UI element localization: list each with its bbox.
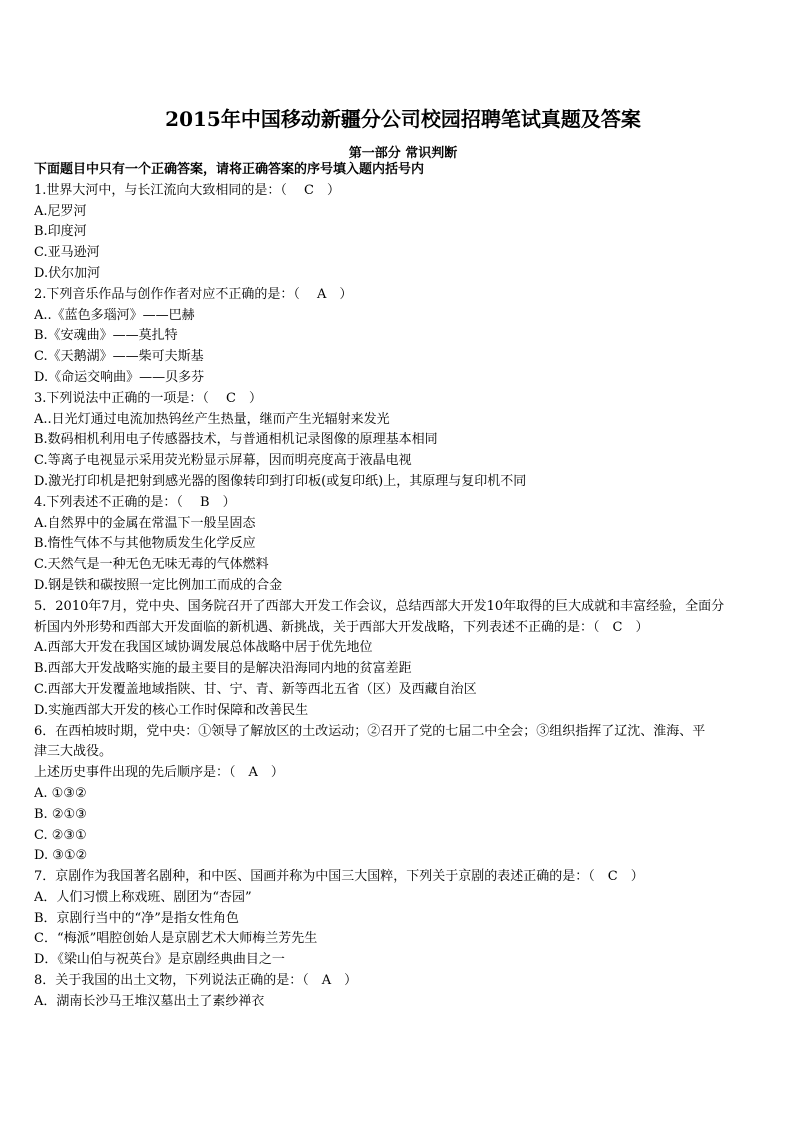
option-line: A．人们习惯上称戏班、剧团为“杏园” (34, 889, 252, 905)
question-5-cont: 析国内外形势和西部大开发面临的新机遇、新挑战，关于西部大开发战略，下列表述不正确的是：（ C ） (34, 619, 649, 635)
option-line: A. ①③② (34, 785, 87, 801)
instruction-line: 下面题目中只有一个正确答案，请将正确答案的序号填入题内括号内 (34, 162, 425, 177)
option-line: C．“梅派”唱腔创始人是京剧艺术大师梅兰芳先生 (34, 931, 318, 947)
question-6-prompt: 上述历史事件出现的先后顺序是：（ A ） (34, 765, 284, 781)
option-line: A.西部大开发在我国区域协调发展总体战略中居于优先地位 (34, 640, 373, 656)
option-line: A..《蓝色多瑙河》——巴赫 (34, 307, 195, 323)
question-list (34, 160, 764, 1013)
option-line: B.西部大开发战略实施的最主要目的是解决沿海同内地的贫富差距 (34, 661, 412, 677)
option-line: C.天然气是一种无色无味无毒的气体燃料 (34, 557, 269, 573)
question-3: 3.下列说法中正确的一项是：（ C ） (34, 390, 262, 406)
option-line: B.印度河 (34, 224, 87, 240)
option-line: C.等离子电视显示采用荧光粉显示屏幕，因而明亮度高于液晶电视 (34, 453, 412, 469)
option-line: D. ③①② (34, 848, 88, 864)
option-line: D.《命运交响曲》——贝多芬 (34, 369, 205, 385)
question-6: 6．在西柏坡时期，党中央：①领导了解放区的土改运动；②召开了党的七届二中全会；③组织指挥了辽沈、淮海、平 (34, 723, 706, 739)
document-title: 2015年中国移动新疆分公司校园招聘笔试真题及答案 (165, 107, 641, 131)
option-line: A..日光灯通过电流加热钨丝产生热量，继而产生光辐射来发光 (34, 411, 390, 427)
option-line: C.《天鹅湖》——柴可夫斯基 (34, 349, 204, 365)
option-line: D.实施西部大开发的核心工作时保障和改善民生 (34, 702, 309, 718)
option-line: B. ②①③ (34, 806, 87, 822)
option-line: A.尼罗河 (34, 203, 87, 219)
option-line: D.伏尔加河 (34, 265, 101, 281)
option-line: B.《安魂曲》——莫扎特 (34, 328, 178, 344)
question-6-cont: 津三大战役。 (34, 744, 113, 760)
section-title: 第一部分 常识判断 (348, 146, 458, 161)
option-line: D．《梁山伯与祝英台》是京剧经典曲目之一 (34, 952, 285, 968)
option-line: D.激光打印机是把射到感光器的图像转印到打印板(或复印纸)上，其原理与复印机不同 (34, 473, 527, 489)
option-line: C.亚马逊河 (34, 245, 100, 261)
question-4: 4.下列表述不正确的是：（ B ） (34, 494, 236, 510)
option-line: B．京剧行当中的“净”是指女性角色 (34, 910, 239, 926)
question-5: 5．2010年7月，党中央、国务院召开了西部大开发工作会议，总结西部大开发10年取得的巨大成就和丰富经验，全面分 (34, 598, 725, 614)
question-8: 8．关于我国的出土文物，下列说法正确的是：（ A ） (34, 973, 358, 989)
question-1: 1.世界大河中，与长江流向大致相同的是：（ C ） (34, 182, 340, 198)
option-line: A．湖南长沙马王堆汉墓出土了素纱禅衣 (34, 993, 265, 1009)
question-2: 2.下列音乐作品与创作作者对应不正确的是：（ A ） (34, 286, 353, 302)
option-line: D.钢是铁和碳按照一定比例加工而成的合金 (34, 577, 283, 593)
option-line: B.惰性气体不与其他物质发生化学反应 (34, 536, 256, 552)
option-line: C.西部大开发覆盖地域指陕、甘、宁、青、新等西北五省（区）及西藏自治区 (34, 681, 477, 697)
option-line: B.数码相机利用电子传感器技术，与普通相机记录图像的原理基本相同 (34, 432, 438, 448)
option-line: C. ②③① (34, 827, 87, 843)
question-7: 7．京剧作为我国著名剧种，和中医、国画并称为中国三大国粹，下列关于京剧的表述正确的是：（ C ） (34, 869, 644, 885)
option-line: A.自然界中的金属在常温下一般呈固态 (34, 515, 256, 531)
